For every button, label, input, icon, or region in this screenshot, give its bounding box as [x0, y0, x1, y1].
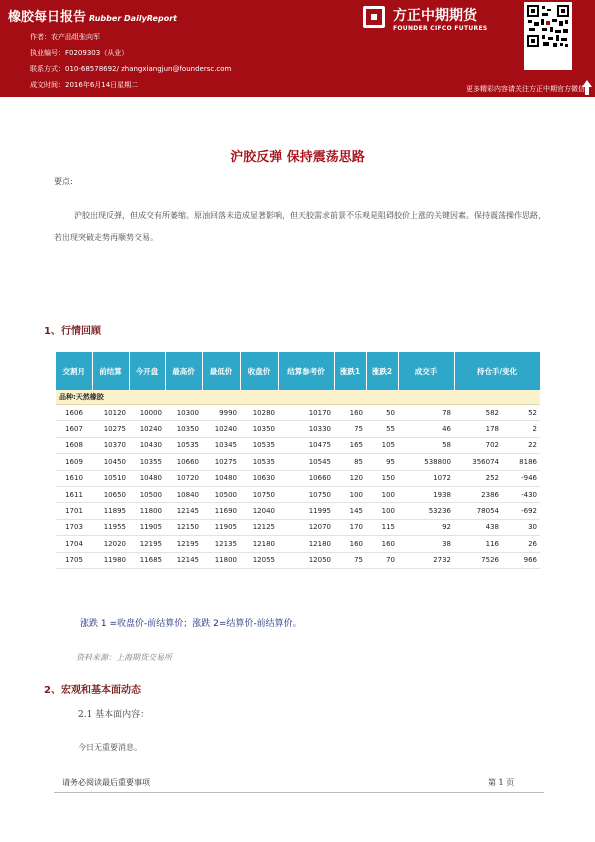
- report-title-cn: 橡胶每日报告: [8, 10, 87, 25]
- company-logo: [363, 4, 513, 40]
- table-cell: 10660: [278, 470, 334, 486]
- table-cell: 10275: [92, 421, 129, 437]
- table-cell: 1611: [56, 486, 92, 502]
- table-cell: 53236: [398, 503, 454, 519]
- table-cell: 10545: [278, 454, 334, 470]
- footer-disclaimer: 请务必阅读最后重要事项: [62, 778, 150, 787]
- variety-row: [56, 390, 540, 405]
- table-cell: 1607: [56, 421, 92, 437]
- table-cell: 538800: [398, 454, 454, 470]
- logo-text-en: FOUNDER CIFCO FUTURES: [393, 25, 488, 32]
- table-cell: 116: [454, 536, 502, 552]
- table-cell: 12070: [278, 519, 334, 535]
- table-cell: 11800: [129, 503, 165, 519]
- table-cell: 52: [502, 405, 540, 421]
- fundamentals-body: 今日无重要消息。: [78, 743, 142, 752]
- table-cell: 1606: [56, 405, 92, 421]
- table-cell: 12150: [165, 519, 202, 535]
- table-cell: 10535: [240, 437, 278, 453]
- table-row: [56, 405, 540, 421]
- table-cell: 92: [398, 519, 454, 535]
- table-cell: 160: [334, 536, 366, 552]
- table-cell: 12180: [278, 536, 334, 552]
- table-row: [56, 421, 540, 437]
- table-cell: 1705: [56, 552, 92, 568]
- table-cell: 10240: [202, 421, 240, 437]
- table-cell: 1609: [56, 454, 92, 470]
- table-cell: 160: [334, 405, 366, 421]
- table-cell: 12195: [129, 536, 165, 552]
- table-cell: 10350: [240, 421, 278, 437]
- quotes-table: [56, 352, 540, 569]
- table-cell: 1701: [56, 503, 92, 519]
- table-cell: 10370: [92, 437, 129, 453]
- data-source: 资料来源：上海期货交易所: [76, 653, 172, 662]
- table-cell: 38: [398, 536, 454, 552]
- table-cell: 10480: [202, 470, 240, 486]
- table-row: [56, 503, 540, 519]
- table-cell: 11955: [92, 519, 129, 535]
- table-cell: 252: [454, 470, 502, 486]
- col-header: 今开盘: [129, 352, 165, 390]
- table-cell: 10280: [240, 405, 278, 421]
- logo-text-cn: 方正中期期货: [393, 8, 477, 24]
- table-cell: 100: [366, 503, 398, 519]
- table-cell: 1072: [398, 470, 454, 486]
- table-cell: 10840: [165, 486, 202, 502]
- table-cell: 78: [398, 405, 454, 421]
- table-cell: 12040: [240, 503, 278, 519]
- table-cell: 10000: [129, 405, 165, 421]
- table-cell: 10330: [278, 421, 334, 437]
- table-cell: 120: [334, 470, 366, 486]
- table-cell: 100: [366, 486, 398, 502]
- table-cell: 58: [398, 437, 454, 453]
- table-row: [56, 470, 540, 486]
- table-cell: 150: [366, 470, 398, 486]
- table-row: [56, 486, 540, 502]
- col-header: 收盘价: [240, 352, 278, 390]
- table-cell: 11690: [202, 503, 240, 519]
- section-heading-market-review: 1、行情回顾: [44, 326, 101, 337]
- table-cell: 30: [502, 519, 540, 535]
- table-cell: -692: [502, 503, 540, 519]
- table-row: [56, 519, 540, 535]
- table-cell: 10275: [202, 454, 240, 470]
- report-title-en: Rubber DailyReport: [89, 14, 177, 23]
- table-cell: 9990: [202, 405, 240, 421]
- col-header: 涨跌1: [334, 352, 366, 390]
- table-cell: 11800: [202, 552, 240, 568]
- table-cell: 11995: [278, 503, 334, 519]
- table-cell: 12135: [202, 536, 240, 552]
- section-heading-macro: 2、宏观和基本面动态: [44, 685, 141, 696]
- table-cell: 1610: [56, 470, 92, 486]
- table-cell: 105: [366, 437, 398, 453]
- table-cell: 10300: [165, 405, 202, 421]
- table-row: [56, 437, 540, 453]
- table-cell: 10535: [165, 437, 202, 453]
- table-cell: 26: [502, 536, 540, 552]
- table-cell: 10510: [92, 470, 129, 486]
- table-cell: 50: [366, 405, 398, 421]
- col-header: 涨跌2: [366, 352, 398, 390]
- table-cell: 75: [334, 421, 366, 437]
- table-cell: 438: [454, 519, 502, 535]
- table-cell: 2732: [398, 552, 454, 568]
- table-cell: 582: [454, 405, 502, 421]
- col-header: 最高价: [165, 352, 202, 390]
- table-cell: 1938: [398, 486, 454, 502]
- date-line: 成文时间：2016年6月14日星期二: [30, 81, 139, 89]
- table-cell: 10500: [202, 486, 240, 502]
- table-cell: 11685: [129, 552, 165, 568]
- table-cell: 10120: [92, 405, 129, 421]
- table-row: [56, 454, 540, 470]
- key-points-label: 要点:: [54, 177, 73, 186]
- table-cell: -946: [502, 470, 540, 486]
- table-cell: 85: [334, 454, 366, 470]
- col-header: 结算参考价: [278, 352, 334, 390]
- document-title: 沪胶反弹 保持震荡思路: [230, 150, 365, 165]
- logo-mark-icon: [363, 6, 385, 28]
- table-cell: 10240: [129, 421, 165, 437]
- table-cell: 11980: [92, 552, 129, 568]
- table-header-row: [56, 352, 540, 390]
- table-cell: 46: [398, 421, 454, 437]
- table-row: [56, 552, 540, 568]
- table-cell: 8186: [502, 454, 540, 470]
- table-cell: 12145: [165, 552, 202, 568]
- page-number: 第 1 页: [488, 778, 515, 787]
- table-cell: 356074: [454, 454, 502, 470]
- table-cell: 7526: [454, 552, 502, 568]
- table-cell: 12050: [278, 552, 334, 568]
- table-cell: 11905: [129, 519, 165, 535]
- col-header: 交割月: [56, 352, 92, 390]
- author-line: 作者：农产品组张向军: [30, 33, 100, 41]
- table-cell: 10355: [129, 454, 165, 470]
- table-cell: 12195: [165, 536, 202, 552]
- table-cell: 10535: [240, 454, 278, 470]
- table-cell: 70: [366, 552, 398, 568]
- table-cell: 10750: [240, 486, 278, 502]
- table-cell: 11905: [202, 519, 240, 535]
- table-cell: 145: [334, 503, 366, 519]
- table-cell: 1608: [56, 437, 92, 453]
- col-header: 持仓手/变化: [454, 352, 540, 390]
- table-cell: 55: [366, 421, 398, 437]
- table-cell: 12125: [240, 519, 278, 535]
- table-cell: 10660: [165, 454, 202, 470]
- table-cell: 702: [454, 437, 502, 453]
- table-cell: 75: [334, 552, 366, 568]
- table-cell: 10430: [129, 437, 165, 453]
- follow-wechat-text: 更多精彩内容请关注方正中期官方微信: [466, 85, 585, 93]
- footer-divider: [54, 792, 544, 793]
- table-cell: 10450: [92, 454, 129, 470]
- table-cell: 11895: [92, 503, 129, 519]
- table-cell: 10480: [129, 470, 165, 486]
- license-line: 执业编号：F0209303（从业）: [30, 49, 129, 57]
- subsection-heading-fundamentals: 2.1 基本面内容：: [78, 710, 150, 720]
- table-cell: 10500: [129, 486, 165, 502]
- table-cell: 12145: [165, 503, 202, 519]
- table-cell: 1703: [56, 519, 92, 535]
- table-cell: 22: [502, 437, 540, 453]
- table-cell: 12055: [240, 552, 278, 568]
- table-cell: 165: [334, 437, 366, 453]
- table-cell: 10350: [165, 421, 202, 437]
- report-header: [0, 0, 595, 97]
- qr-code-icon: [524, 2, 572, 70]
- table-cell: 100: [334, 486, 366, 502]
- report-title: [8, 6, 177, 25]
- table-cell: -430: [502, 486, 540, 502]
- table-cell: 10345: [202, 437, 240, 453]
- table-cell: 966: [502, 552, 540, 568]
- table-cell: 95: [366, 454, 398, 470]
- table-cell: 10750: [278, 486, 334, 502]
- table-cell: 1704: [56, 536, 92, 552]
- table-row: [56, 536, 540, 552]
- variety-label: 品种:天然橡胶: [56, 390, 540, 405]
- table-cell: 12180: [240, 536, 278, 552]
- col-header: 成交手: [398, 352, 454, 390]
- table-cell: 178: [454, 421, 502, 437]
- table-cell: 2: [502, 421, 540, 437]
- col-header: 前结算: [92, 352, 129, 390]
- col-header: 最低价: [202, 352, 240, 390]
- table-cell: 115: [366, 519, 398, 535]
- table-cell: 10650: [92, 486, 129, 502]
- table-cell: 2386: [454, 486, 502, 502]
- table-cell: 10720: [165, 470, 202, 486]
- table-note: 涨跌 1 =收盘价-前结算价；涨跌 2=结算价-前结算价。: [80, 619, 302, 629]
- table-cell: 170: [334, 519, 366, 535]
- table-cell: 10170: [278, 405, 334, 421]
- contact-line: 联系方式：010-68578692/ zhangxiangjun@foundersc.com: [30, 65, 232, 73]
- table-cell: 10630: [240, 470, 278, 486]
- table-cell: 160: [366, 536, 398, 552]
- table-cell: 10475: [278, 437, 334, 453]
- table-cell: 12020: [92, 536, 129, 552]
- summary-paragraph: 沪胶出现反弹，但成交有所萎缩。原油回落未造成显著影响，但天胶需求前景不乐观是阻碍胶价上涨的关键因素。保持震荡操作思路，若出现突破走势再顺势交易。: [54, 211, 546, 242]
- table-cell: 78054: [454, 503, 502, 519]
